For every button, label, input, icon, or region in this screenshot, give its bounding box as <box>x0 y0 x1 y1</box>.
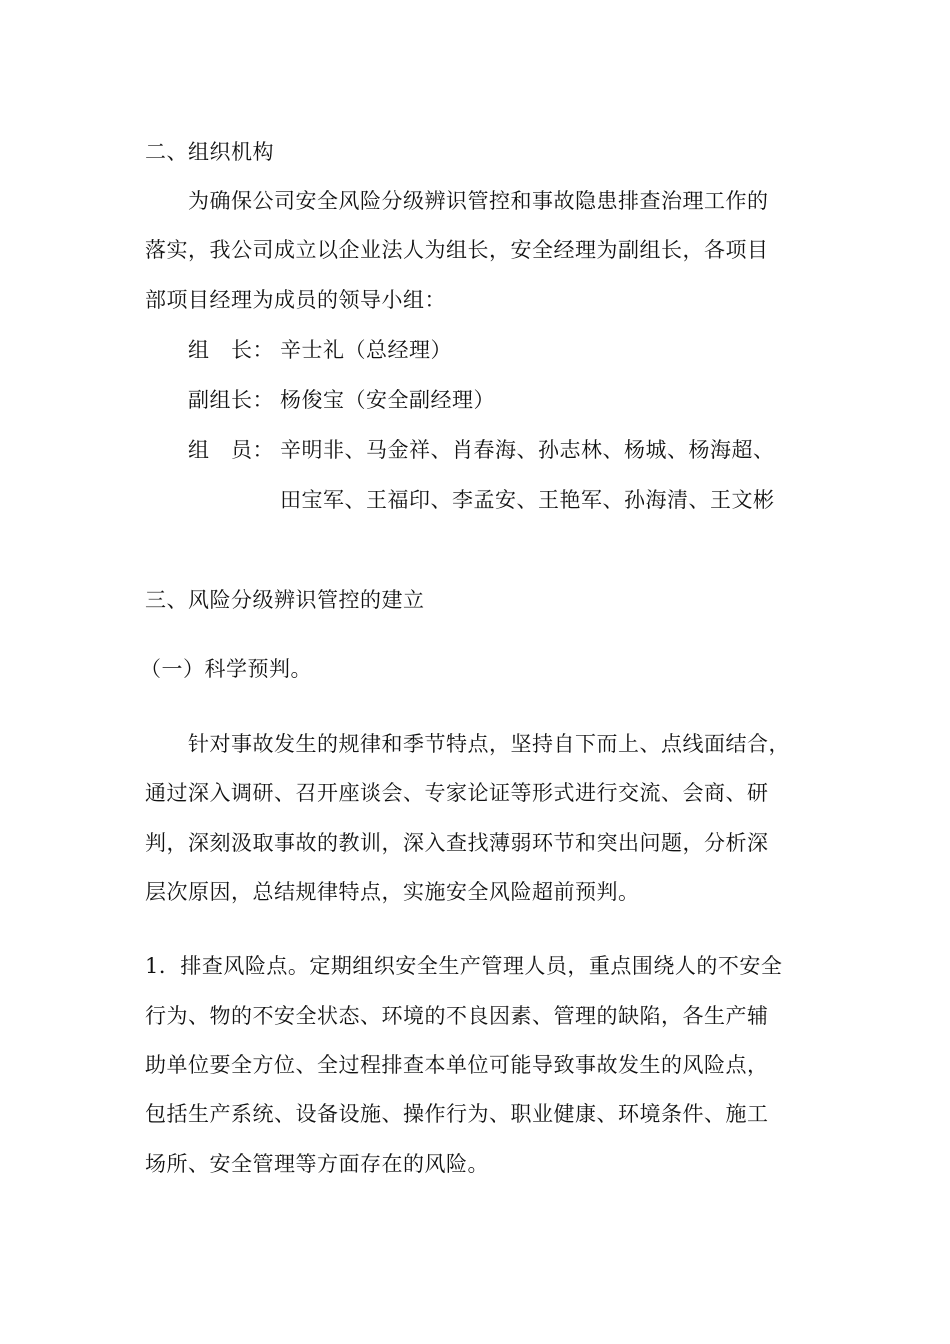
members-line-2: 田宝军、王福印、李孟安、王艳军、孙海清、王文彬 <box>280 488 775 512</box>
deputy-value: 杨俊宝（安全副经理） <box>280 388 495 412</box>
deputy-row <box>188 386 495 414</box>
section2-para-line-3: 部项目经理为成员的领导小组： <box>145 288 446 312</box>
section3-para2-line-5: 场所、安全管理等方面存在的风险。 <box>145 1152 489 1176</box>
section3-para2-line-3: 助单位要全方位、全过程排查本单位可能导致事故发生的风险点， <box>145 1053 769 1077</box>
section3-para1-line-4: 层次原因，总结规律特点，实施安全风险超前预判。 <box>145 880 640 904</box>
section2-para-line-2: 落实，我公司成立以企业法人为组长，安全经理为副组长，各项目 <box>145 238 769 262</box>
deputy-label: 副组长： <box>188 388 274 412</box>
section3-para1-line-2: 通过深入调研、召开座谈会、专家论证等形式进行交流、会商、研 <box>145 781 769 805</box>
section3-para1-line-3: 判，深刻汲取事故的教训，深入查找薄弱环节和突出问题，分析深 <box>145 831 769 855</box>
section3-para2-line-4: 包括生产系统、设备设施、操作行为、职业健康、环境条件、施工 <box>145 1102 769 1126</box>
members-row <box>188 436 775 464</box>
section2-para-line-1: 为确保公司安全风险分级辨识管控和事故隐患排查治理工作的 <box>188 189 769 213</box>
members-label: 组 员： <box>188 438 274 462</box>
leader-label: 组 长： <box>188 338 274 362</box>
section3-sub-heading: （一）科学预判。 <box>140 657 312 681</box>
section2-heading: 二、组织机构 <box>145 140 274 164</box>
leader-row <box>188 336 452 364</box>
section3-para1-line-1: 针对事故发生的规律和季节特点，坚持自下而上、点线面结合， <box>188 732 790 756</box>
members-line-1: 辛明非、马金祥、肖春海、孙志林、杨城、杨海超、 <box>280 438 775 462</box>
section3-heading: 三、风险分级辨识管控的建立 <box>145 588 425 612</box>
section3-para2-line-2: 行为、物的不安全状态、环境的不良因素、管理的缺陷，各生产辅 <box>145 1004 769 1028</box>
leader-value: 辛士礼（总经理） <box>280 338 452 362</box>
section3-para2-line-1: 1．排查风险点。定期组织安全生产管理人员，重点围绕人的不安全 <box>145 954 783 978</box>
